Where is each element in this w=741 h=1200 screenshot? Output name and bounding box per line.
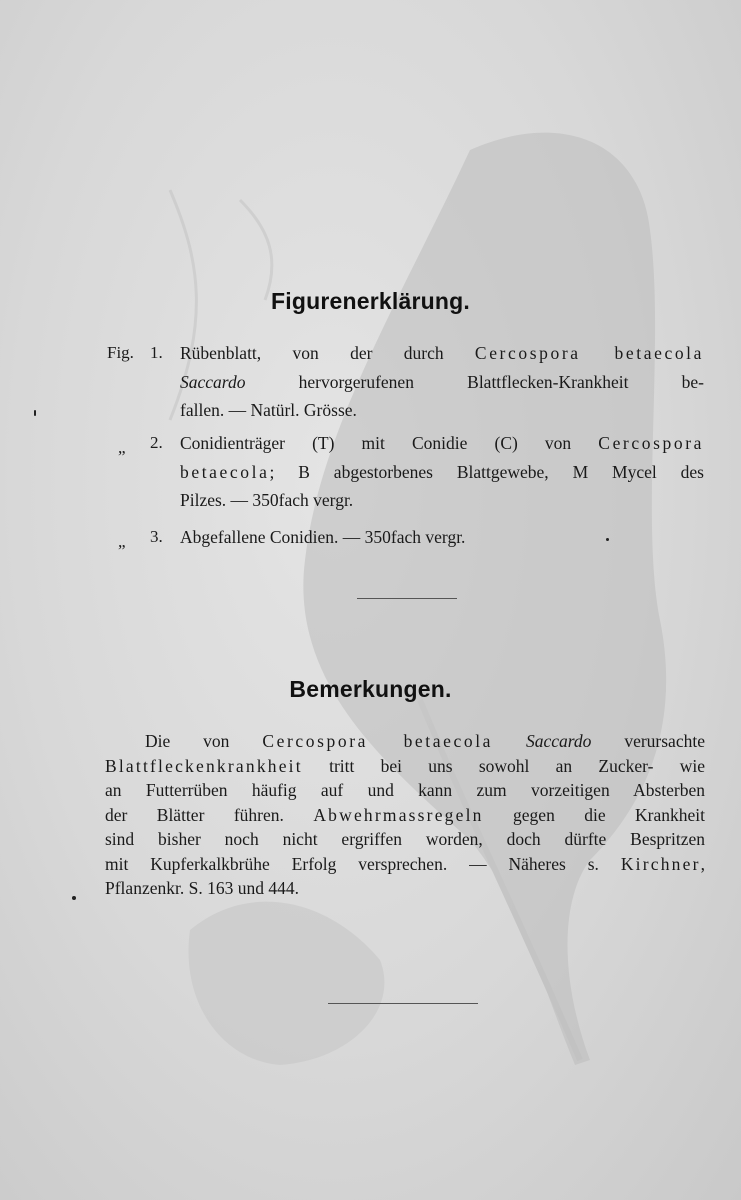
text-line: sind bisher noch nicht ergriffen worden, doch dürfte Bespritzen [105, 829, 705, 849]
speck-mark [72, 896, 76, 900]
species-name: Cercospora betaecola [474, 343, 704, 363]
fig-text-part: Rübenblatt, von der durch [180, 343, 475, 363]
fig-description [180, 339, 704, 425]
text-part: Die von [145, 731, 263, 751]
fig-text-part: hervorgerufenen Blattflecken-Krankheit be- [245, 371, 704, 392]
speck-mark [606, 538, 609, 541]
text-part: tritt bei uns sowohl an Zucker- wie [302, 755, 705, 776]
fig-text-part: Pilzes. — 350fach vergr. [180, 490, 354, 510]
remarks-title: Bemerkungen. [289, 676, 452, 702]
ditto-mark: „ [118, 438, 126, 457]
text-line [105, 852, 705, 877]
fig-number: 3. [150, 527, 163, 546]
text-line: Pflanzenkr. S. 163 und 444. [105, 878, 299, 898]
author-name: Saccardo [180, 371, 246, 392]
author-name: Kirchner [620, 853, 701, 874]
author-name: Saccardo [525, 731, 592, 751]
text-part: verursachte [591, 731, 705, 751]
fig-prefix: Fig. [107, 343, 134, 362]
text-line: an Futterrüben häufig auf und kann zum vorzeitigen Absterben [105, 780, 705, 800]
fig-text-part: Abgefallene Conidien. — 350fach vergr. [180, 527, 466, 547]
text-part: mit Kupferkalkbrühe Erfolg versprechen. — Näheres s. [105, 853, 621, 874]
fig-text-part: Conidienträger (T) mit Conidie (C) von [180, 433, 599, 453]
fig-description [180, 523, 704, 552]
fig-number: 1. [150, 343, 163, 362]
species-name: Cercospora [598, 433, 704, 453]
fig-text-part: fallen. — Natürl. Grösse. [180, 400, 357, 420]
curved-line-shadow-2 [240, 200, 272, 300]
text-line [105, 729, 705, 754]
fig-number: 2. [150, 433, 163, 452]
text-part: gegen die Krankheit [483, 804, 706, 825]
emphasized-term: Abwehrmassregeln [313, 804, 484, 825]
section-divider [357, 598, 457, 599]
text-part: der Blätter führen. [105, 804, 284, 825]
ditto-mark: „ [118, 532, 126, 551]
text-part: , [700, 853, 705, 874]
emphasized-term: Blattfleckenkrankheit [105, 755, 303, 776]
leaf-lower-shadow [188, 902, 384, 1065]
text-part [493, 731, 526, 751]
speck-mark [34, 410, 36, 416]
text-line [105, 803, 705, 828]
fig-text-part: ; B abgestorbenes Blattgewebe, M Mycel des [269, 461, 704, 482]
text-line [105, 754, 705, 779]
species-name: betaecola [180, 461, 270, 482]
species-name: Cercospora betaecola [262, 731, 494, 751]
remarks-paragraph [105, 729, 705, 901]
fig-description [180, 429, 704, 515]
figure-legend-title: Figurenerklärung. [271, 288, 470, 314]
section-divider [328, 1003, 478, 1004]
